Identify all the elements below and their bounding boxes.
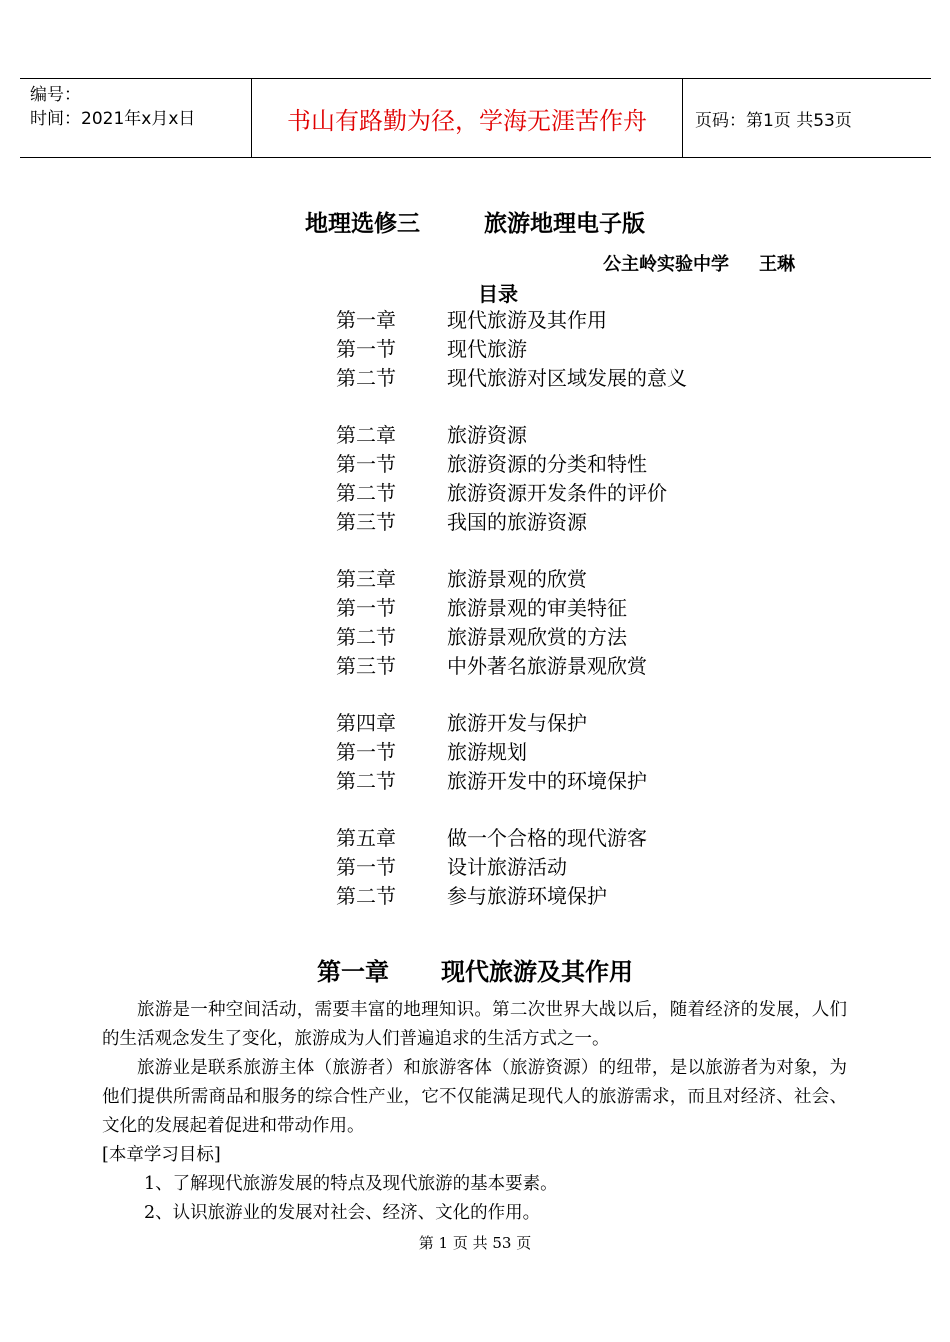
toc-row-text: 参与旅游环境保护 bbox=[447, 883, 607, 908]
author-name: 王琳 bbox=[759, 254, 795, 275]
toc-spacer bbox=[336, 392, 687, 421]
toc-row-text: 现代旅游对区域发展的意义 bbox=[447, 365, 687, 390]
toc-spacer bbox=[336, 536, 687, 565]
toc-row-text: 做一个合格的现代游客 bbox=[447, 826, 647, 851]
title-part-1: 地理选修三 bbox=[305, 210, 420, 237]
author-line bbox=[603, 250, 795, 276]
toc-row-text: 旅游开发与保护 bbox=[447, 711, 587, 736]
page-footer: 第 1 页 共 53 页 bbox=[418, 1234, 532, 1252]
toc-row-text: 中外著名旅游景观欣赏 bbox=[447, 653, 647, 678]
toc-row-number: 第四章 bbox=[336, 711, 396, 736]
toc-row bbox=[336, 824, 687, 853]
toc-row-text: 旅游资源 bbox=[447, 423, 527, 448]
toc-row-number: 第三章 bbox=[336, 567, 396, 592]
toc-row bbox=[336, 335, 687, 364]
toc-row bbox=[336, 565, 687, 594]
toc-row bbox=[336, 306, 687, 335]
toc-row-number: 第一节 bbox=[336, 855, 396, 880]
toc-row bbox=[336, 709, 687, 738]
chapter-name: 现代旅游及其作用 bbox=[441, 957, 633, 986]
toc-row bbox=[336, 767, 687, 796]
toc-heading: 目录 bbox=[478, 282, 518, 306]
toc-row-text: 旅游景观的欣赏 bbox=[447, 567, 587, 592]
toc-row-number: 第二节 bbox=[336, 883, 396, 908]
toc-row bbox=[336, 652, 687, 681]
goal-item-2: 2、认识旅游业的发展对社会、经济、文化的作用。 bbox=[144, 1203, 541, 1223]
toc-row-number: 第二节 bbox=[336, 365, 396, 390]
toc-row-number: 第二节 bbox=[336, 768, 396, 793]
toc-row bbox=[336, 421, 687, 450]
toc-row-number: 第一节 bbox=[336, 451, 396, 476]
toc-row-text: 旅游规划 bbox=[447, 739, 527, 764]
author-school: 公主岭实验中学 bbox=[603, 254, 729, 275]
toc-row-number: 第二节 bbox=[336, 624, 396, 649]
toc-row-number: 第三节 bbox=[336, 509, 396, 534]
toc-row-number: 第一节 bbox=[336, 595, 396, 620]
paragraph-2: 旅游业是联系旅游主体（旅游者）和旅游客体（旅游资源）的纽带，是以旅游者为对象，为他们提供所需商品和服务的综合性产业，它不仅能满足现代人的旅游需求，而且对经济、社会、文化的发展起着促进和带动作用。 bbox=[102, 1058, 847, 1136]
toc-spacer bbox=[336, 680, 687, 709]
toc-row-text: 我国的旅游资源 bbox=[447, 509, 587, 534]
toc-row-number: 第三节 bbox=[336, 653, 396, 678]
toc-row-number: 第二章 bbox=[336, 423, 396, 448]
chapter-number: 第一章 bbox=[317, 957, 389, 986]
goal-heading: [本章学习目标] bbox=[102, 1145, 221, 1165]
toc-row bbox=[336, 594, 687, 623]
toc-row bbox=[336, 738, 687, 767]
time-label: 时间：2021年x月x日 bbox=[30, 109, 196, 129]
toc-row bbox=[336, 623, 687, 652]
toc-row-number: 第一节 bbox=[336, 336, 396, 361]
page-info: 页码：第1页 共53页 bbox=[695, 110, 852, 131]
toc-row-number: 第一章 bbox=[336, 308, 396, 332]
chapter-body bbox=[102, 996, 847, 1228]
toc-row-text: 现代旅游及其作用 bbox=[447, 308, 607, 332]
toc-row bbox=[336, 450, 687, 479]
motto-text: 书山有路勤为径，学海无涯苦作舟 bbox=[287, 106, 647, 135]
toc-row bbox=[336, 853, 687, 882]
toc-row-text: 旅游景观欣赏的方法 bbox=[447, 624, 627, 649]
document-title bbox=[0, 205, 950, 238]
paragraph-1: 旅游是一种空间活动，需要丰富的地理知识。第二次世界大战以后，随着经济的发展，人们的生活观念发生了变化，旅游成为人们普遍追求的生活方式之一。 bbox=[102, 1000, 847, 1049]
toc-row-text: 旅游开发中的环境保护 bbox=[447, 768, 647, 793]
toc-row-number: 第五章 bbox=[336, 826, 396, 851]
table-of-contents bbox=[336, 306, 687, 911]
toc-row bbox=[336, 479, 687, 508]
toc-row-text: 旅游景观的审美特征 bbox=[447, 595, 627, 620]
toc-spacer bbox=[336, 796, 687, 825]
toc-row-text: 设计旅游活动 bbox=[447, 855, 567, 880]
toc-row bbox=[336, 882, 687, 911]
toc-row-number: 第二节 bbox=[336, 480, 396, 505]
toc-row-text: 旅游资源开发条件的评价 bbox=[447, 480, 667, 505]
toc-row-number: 第一节 bbox=[336, 739, 396, 764]
goal-item-1: 1、了解现代旅游发展的特点及现代旅游的基本要素。 bbox=[144, 1174, 558, 1194]
toc-row-text: 现代旅游 bbox=[447, 336, 527, 361]
toc-row bbox=[336, 508, 687, 537]
toc-row-text: 旅游资源的分类和特性 bbox=[447, 451, 647, 476]
title-part-2: 旅游地理电子版 bbox=[484, 210, 645, 237]
chapter-title bbox=[0, 952, 950, 987]
number-label: 编号： bbox=[30, 85, 81, 105]
toc-row bbox=[336, 364, 687, 393]
